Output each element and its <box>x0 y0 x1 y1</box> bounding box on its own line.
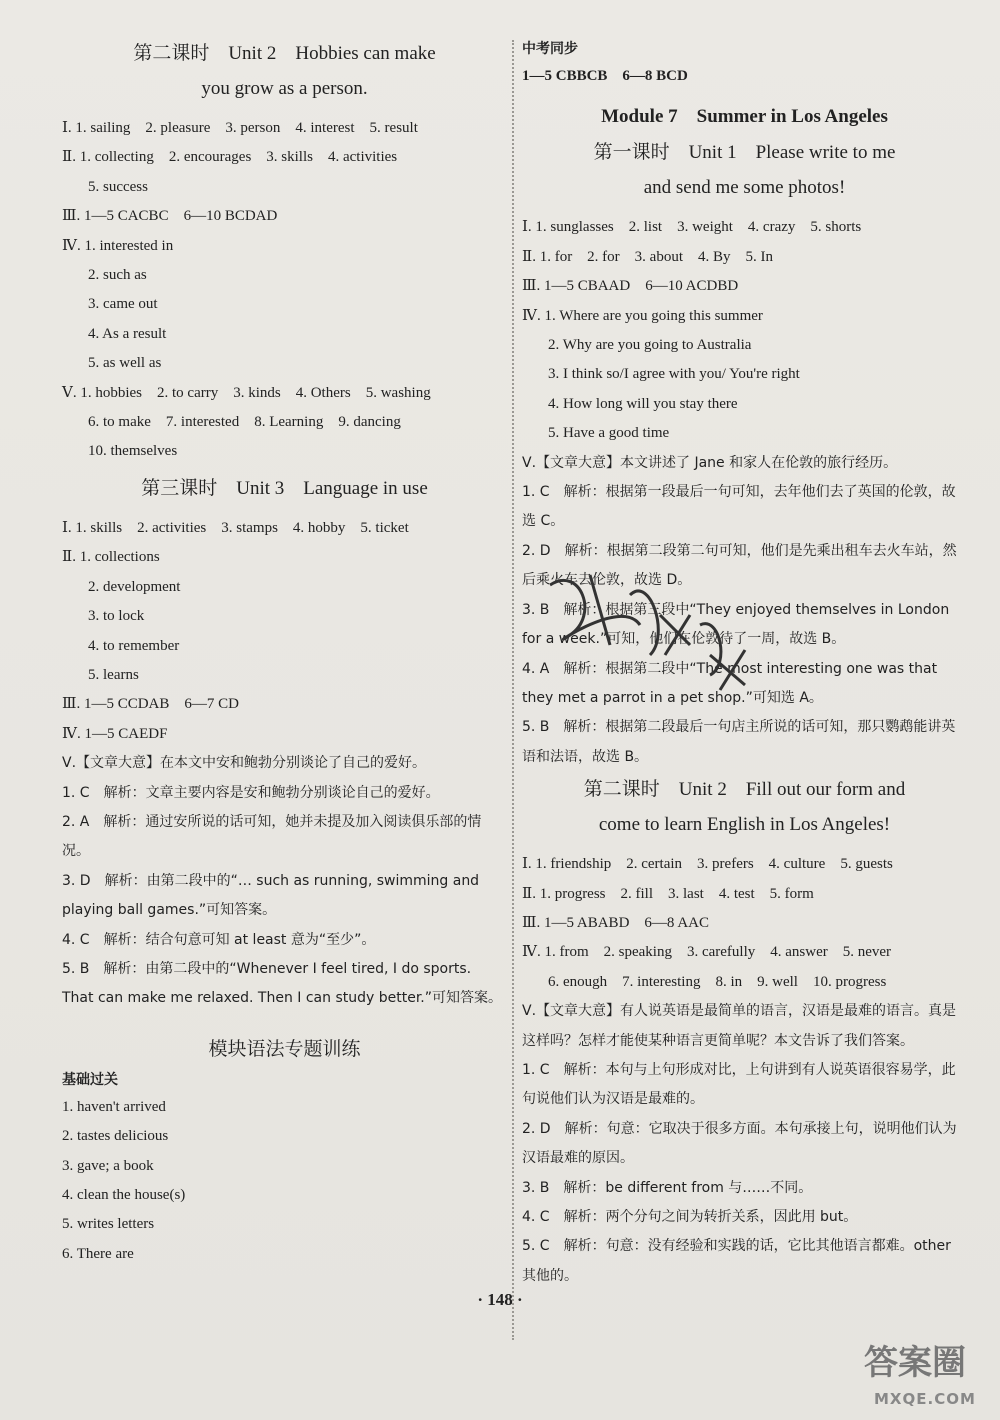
explanation-line: 4. C 解析：结合句意可知 at least 意为“至少”。 <box>62 931 376 948</box>
answer-line: 1. haven't arrived <box>62 1098 166 1115</box>
answer-line: Ⅲ. 1—5 CCDAB 6—7 CD <box>62 696 239 713</box>
answer-line: Ⅳ. 1. from 2. speaking 3. carefully 4. answer 5. never <box>522 944 892 961</box>
section-heading: 第二课时 Unit 2 Hobbies can make <box>133 43 436 64</box>
explanation-line: 3. B 解析：be different from 与……不同。 <box>522 1179 813 1196</box>
answer-line: 4. clean the house(s) <box>62 1187 186 1203</box>
answer-line: Ⅰ. 1. friendship 2. certain 3. prefers 4. culture 5. guests <box>522 856 893 873</box>
answer-line: Ⅱ. 1. collecting 2. encourages 3. skills 4. activities <box>62 149 398 166</box>
left-column <box>62 36 507 1269</box>
answer-line: Ⅱ. 1. for 2. for 3. about 4. By 5. In <box>522 248 774 265</box>
section-heading-cont: you grow as a person. <box>201 78 368 99</box>
answer-line: 2. Why are you going to Australia <box>548 337 752 354</box>
answer-line: 6. There are <box>62 1245 134 1262</box>
subsection-label: 中考同步 <box>522 41 578 57</box>
answer-line: 3. to lock <box>88 608 145 625</box>
answer-line: Ⅰ. 1. sunglasses 2. list 3. weight 4. crazy 5. shorts <box>522 219 862 236</box>
watermark-logo <box>860 1330 995 1415</box>
explanation-line: 5. B 解析：根据第二段最后一句店主所说的话可知，那只鹦鹉能讲英语和法语，故选 B。 <box>522 719 956 765</box>
explanation-line: 1. C 解析：本句与上句形成对比，上句讲到有人说英语很容易学，此句说他们认为汉语是最难的。 <box>522 1061 956 1108</box>
explanation-line: 2. D 解析：根据第二段第二句可知，他们是先乘出租车去火车站，然后乘火车去伦敦，故选 D。 <box>522 542 957 589</box>
answer-line: Ⅲ. 1—5 CBAAD 6—10 ACDBD <box>522 278 739 295</box>
explanation-line: 3. D 解析：由第二段中的“… such as running, swimming and playing ball games.”可知答案。 <box>62 872 480 919</box>
column-divider <box>512 40 514 1340</box>
page-number: · 148 · <box>477 1290 523 1309</box>
section-heading: 第二课时 Unit 2 Fill out our form and <box>583 779 906 801</box>
answer-line: 6. enough 7. interesting 8. in 9. well 10. progress <box>548 973 887 990</box>
answer-line: 1—5 CBBCB 6—8 BCD <box>522 68 688 84</box>
section-heading-cont: come to learn English in Los Angeles! <box>598 814 891 836</box>
answer-line: 6. to make 7. interested 8. Learning 9. dancing <box>88 414 401 431</box>
answer-line: Ⅱ. 1. progress 2. fill 3. last 4. test 5. form <box>522 885 814 902</box>
explanation-line: 2. A 解析：通过安所说的话可知，她并未提及加入阅读俱乐部的情况。 <box>62 813 482 860</box>
section-heading-cont: and send me some photos! <box>643 177 846 199</box>
explanation-line: 1. C 解析：根据第一段最后一句可知，去年他们去了英国的伦敦，故选 C。 <box>522 484 956 530</box>
summary-line: Ⅴ.【文章大意】本文讲述了 Jane 和家人在伦敦的旅行经历。 <box>522 454 898 471</box>
answer-line: 5. as well as <box>88 355 162 372</box>
section-heading: 第三课时 Unit 3 Language in use <box>141 477 428 499</box>
answer-line: Ⅰ. 1. skills 2. activities 3. stamps 4. hobby 5. ticket <box>62 519 409 536</box>
answer-line: Ⅱ. 1. collections <box>62 549 160 566</box>
section-heading: 第一课时 Unit 1 Please write to me <box>593 142 896 164</box>
explanation-line: 4. C 解析：两个分句之间为转折关系，因此用 but。 <box>522 1209 858 1225</box>
answer-line: 4. As a result <box>88 325 167 342</box>
explanation-line: 2. D 解析：句意：它取决于很多方面。本句承接上句，说明他们认为汉语最难的原因。 <box>522 1120 957 1167</box>
answer-line: Ⅳ. 1—5 CAEDF <box>62 725 168 742</box>
answer-line: 4. to remember <box>88 637 180 654</box>
explanation-line: 4. A 解析：根据第二段中“The most interesting one was that they met a parrot in a pet shop.”可知选 A。 <box>522 660 938 706</box>
subsection-label: 基础过关 <box>62 1071 118 1088</box>
answer-line: 4. How long will you stay there <box>548 395 738 412</box>
answer-line: 5. learns <box>88 666 139 683</box>
answer-line: 2. development <box>88 578 181 595</box>
section-heading: 模块语法专题训练 <box>208 1038 361 1060</box>
explanation-line: 5. C 解析：句意：没有经验和实践的话，它比其他语言都难。other 其他的。 <box>522 1238 951 1284</box>
answer-line: 5. writes letters <box>62 1216 155 1233</box>
answer-line: 3. I think so/I agree with you/ You're right <box>548 366 800 383</box>
answer-line: 5. Have a good time <box>548 425 670 442</box>
answer-line: Ⅳ. 1. interested in <box>62 237 174 254</box>
module-title: Module 7 Summer in Los Angeles <box>601 106 888 128</box>
answer-line: Ⅲ. 1—5 CACBC 6—10 BCDAD <box>62 208 278 225</box>
explanation-line: 5. B 解析：由第二段中的“Whenever I feel tired, I do sports. That can make me relaxed. Then I can study better.”可知答案。 <box>62 960 503 1007</box>
handwritten-scribble <box>540 555 770 705</box>
explanation-line: 3. B 解析：根据第三段中“They enjoyed themselves in London for a week.”可知，他们在伦敦待了一周，故选 B。 <box>522 601 950 648</box>
answer-line: Ⅴ. 1. hobbies 2. to carry 3. kinds 4. Others 5. washing <box>62 384 431 401</box>
watermark-url: MXQE.COM <box>874 1390 976 1408</box>
answer-line: 10. themselves <box>88 443 178 460</box>
watermark-glyphs: 答案圈 <box>864 1343 966 1383</box>
answer-line: 2. tastes delicious <box>62 1128 169 1145</box>
answer-line: 5. success <box>88 178 148 195</box>
answer-line: 3. came out <box>88 296 158 313</box>
answer-line: 2. such as <box>88 267 147 284</box>
explanation-line: 1. C 解析：文章主要内容是安和鲍勃分别谈论自己的爱好。 <box>62 784 440 801</box>
answer-line: Ⅲ. 1—5 ABABD 6—8 AAC <box>522 914 709 931</box>
summary-line: Ⅴ.【文章大意】有人说英语是最简单的语言，汉语是最难的语言。真是这样吗？怎样才能使某种语言更简单呢？本文告诉了我们答案。 <box>522 1003 957 1049</box>
answer-line: Ⅰ. 1. sailing 2. pleasure 3. person 4. interest 5. result <box>62 120 418 136</box>
answer-line: 3. gave; a book <box>62 1157 154 1174</box>
summary-line: Ⅴ.【文章大意】在本文中安和鲍勃分别谈论了自己的爱好。 <box>62 755 427 772</box>
answer-line: Ⅳ. 1. Where are you going this summer <box>522 307 763 324</box>
